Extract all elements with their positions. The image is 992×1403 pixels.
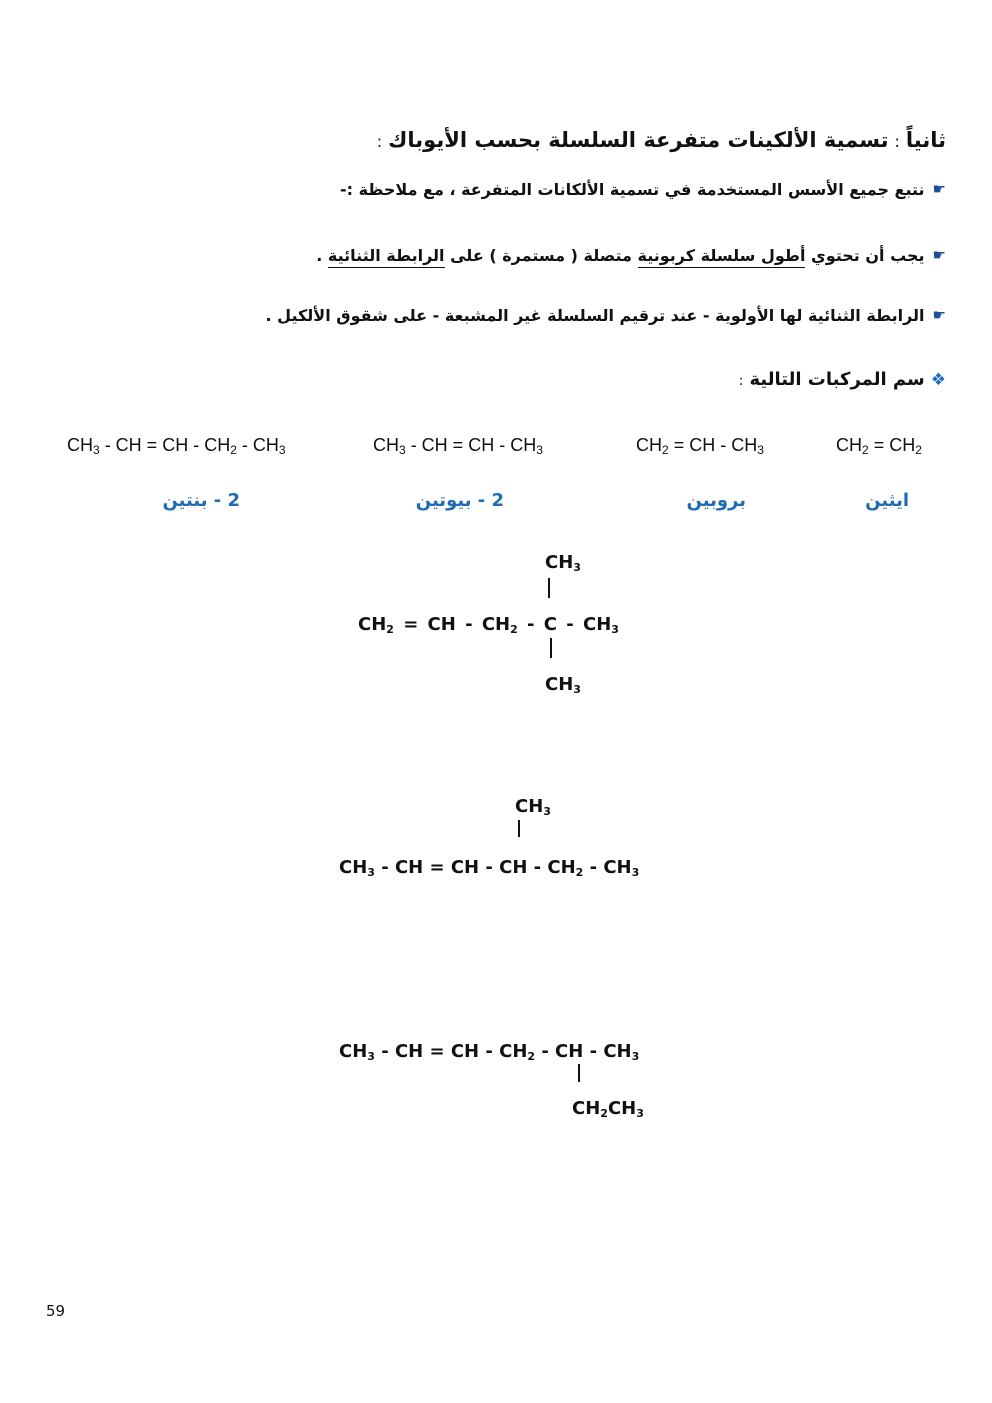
note-3-text: الرابطة الثنائية لها الأولوية - عند ترقيم السلسلة غير المشبعة - على شقوق الألكيل . [265,306,925,325]
name-propene: بروبين [686,490,746,511]
structure-3-bottom-branch: $CH_2CH_3$ [572,1098,644,1120]
structure-1-bond-up [548,578,550,598]
structure-1-top-branch: $CH_3$ [545,552,581,574]
structure-2-top-branch: $CH_3$ [515,796,551,818]
formula-2-pentene: $CH_3$ - CH = CH - $CH_2 - CH_3$ [67,435,286,457]
formula-propene: $CH_2$ = CH - $CH_3$ [636,435,764,457]
task-label: سم المركبات التالية [749,369,925,390]
name-ethene: ايثين [865,490,909,511]
note-2 [316,246,946,265]
note-2-text-e: . [316,246,328,265]
task-colon: : [738,373,744,389]
structure-3-bond-down [578,1064,580,1082]
structure-1-main-chain: $CH_2$ = CH - $CH_2$ - C - $CH_3$ [358,614,619,636]
heading-number: ثانياً [905,128,946,152]
section-heading [371,128,946,152]
structure-2-main-chain: $CH_3$ - CH = CH - CH - $CH_2 - CH_3$ [339,857,640,879]
pointing-hand-icon: ☛ [932,246,946,264]
pointing-hand-icon: ☛ [932,180,946,198]
note-1 [340,180,946,199]
note-1-text: نتبع جميع الأسس المستخدمة في تسمية الألكانات المتفرعة ، مع ملاحظة :- [339,180,925,199]
note-2-underlined-double-bond: الرابطة الثنائية [328,246,445,268]
name-2-pentene: 2 - بنتين [162,490,240,511]
note-2-text-a: يجب أن تحتوي [805,246,925,265]
note-2-underlined-longest-chain: أطول سلسلة كربونية [638,246,806,268]
heading-colon: : [894,132,900,151]
task-title [739,369,946,390]
pointing-hand-icon: ☛ [932,306,946,324]
formula-2-butene: $CH_3$ - CH = CH - $CH_3$ [373,435,543,457]
structure-2-bond-up [518,820,520,837]
note-3 [266,306,946,325]
name-2-butene: 2 - بيوتين [415,490,504,511]
structure-1-bottom-branch: $CH_3$ [545,674,581,696]
structure-1-bond-down [550,638,552,658]
heading-end-colon: : [376,132,383,151]
formula-ethene: $CH_2 = CH_2$ [836,435,922,457]
structure-3-main-chain: $CH_3$ - CH = CH - $CH_2$ - CH - $CH_3$ [339,1041,640,1063]
note-2-text-c: متصلة ( مستمرة ) على [444,246,638,265]
heading-title: تسمية الألكينات متفرعة السلسلة بحسب الأيوباك [388,128,889,152]
diamond-icon: ❖ [930,370,946,390]
page-number: 59 [46,1302,66,1320]
